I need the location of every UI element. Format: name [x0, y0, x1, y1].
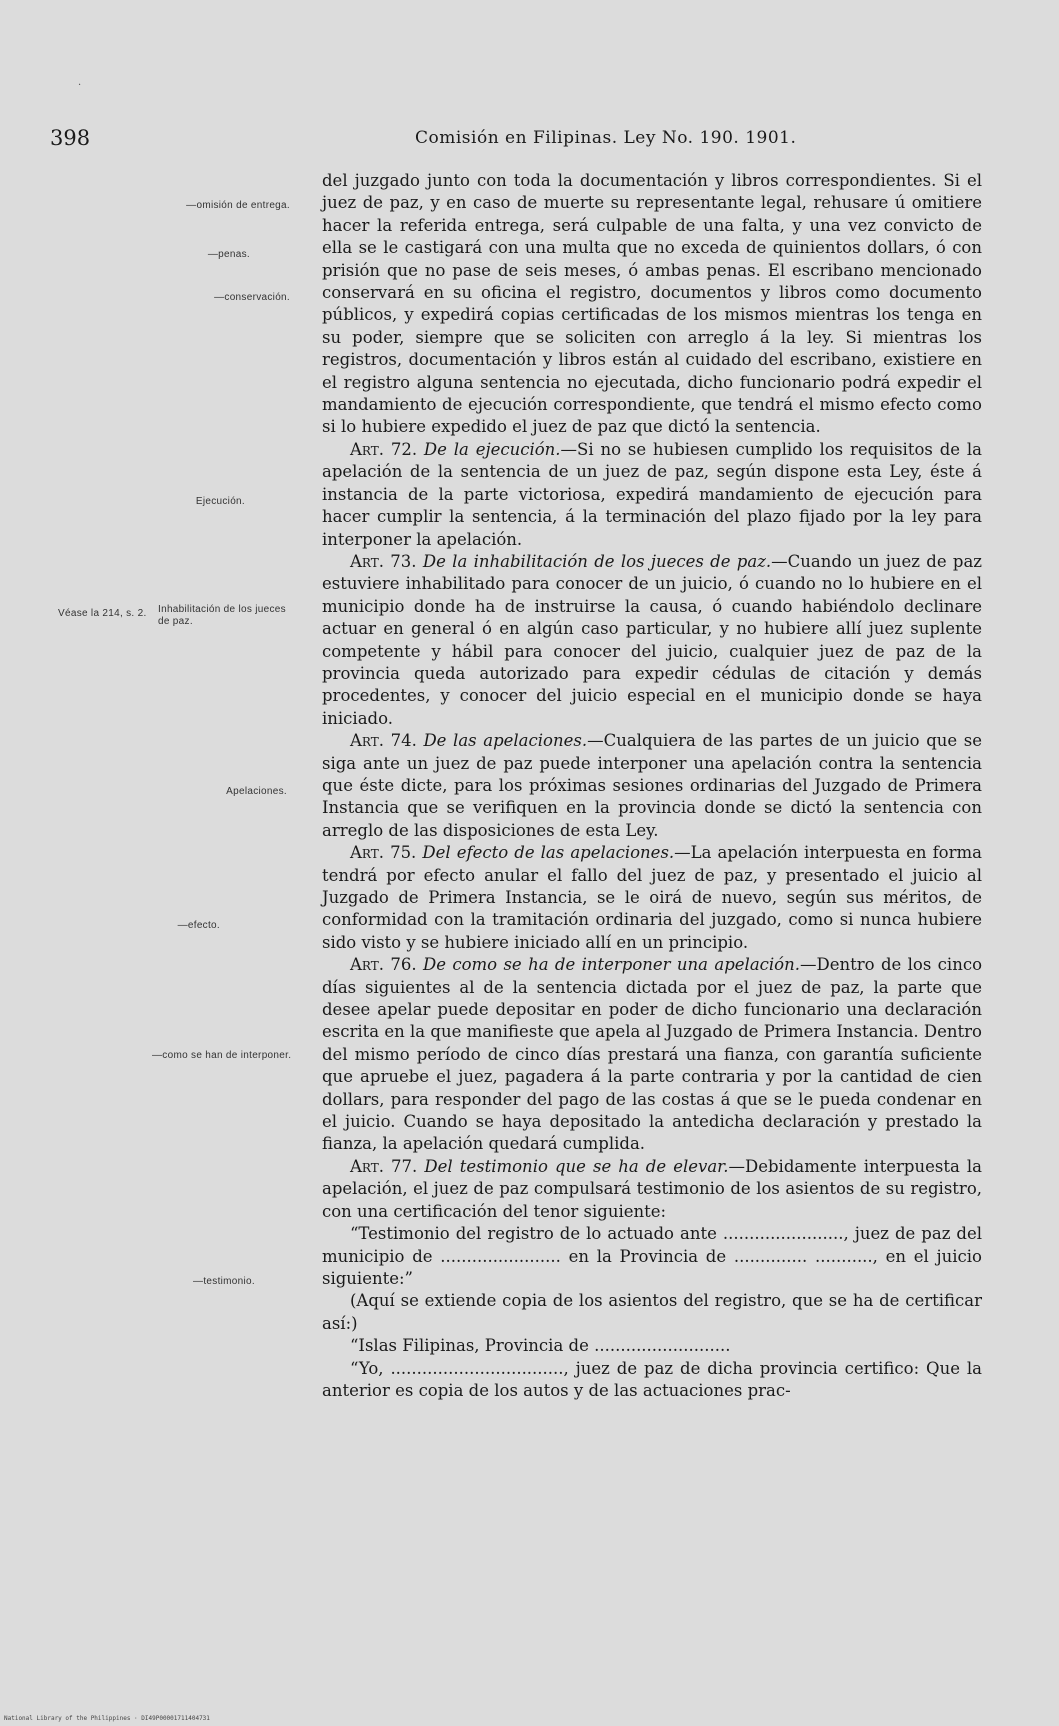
article-75-title: Del efecto de las apelaciones.: [422, 843, 675, 863]
margin-note-omision: —omisión de entrega.: [186, 200, 290, 211]
article-76-number: Art. 76.: [350, 955, 417, 975]
page-header: [50, 126, 884, 154]
article-73-body: —Cuando un juez de paz estuviere inhabilitado para conocer de un juicio, ó cuando no lo hubiere en el municipio donde ha de instruirse la causa, ó cuando habiéndolo declinare actuar en general ó en algún caso particular, y no hubiere allí juez suplente competente y hábil para conocer del juicio, cualquier juez de paz de la provincia queda autorizado para expedir cédulas de citación y demás procedentes, y conocer del juicio especial en el municipio donde se haya iniciado.: [322, 551, 982, 728]
article-73-title: De la inhabilitación de los jueces de paz.: [422, 551, 772, 571]
running-title: Comisión en Filipinas. Ley No. 190. 1901.: [415, 128, 797, 148]
margin-note-ejecucion: Ejecución.: [195, 496, 245, 507]
article-75: [322, 842, 982, 954]
margin-note-vease: Véase la 214, s. 2.: [58, 608, 147, 619]
form-province-line: “Islas Filipinas, Provincia de ..........................: [350, 1336, 731, 1356]
margin-note-conservacion: —conservación.: [214, 292, 290, 303]
article-72: [322, 439, 982, 551]
form-certification: “Yo, ................................., juez de paz de dicha provincia certifico: Que la anterior es copia de los autos y de las actuaciones prac-: [322, 1358, 982, 1400]
article-77-title: Del testimonio que se ha de elevar.: [424, 1156, 729, 1176]
article-77: [322, 1156, 982, 1223]
article-74-body: —Cualquiera de las partes de un juicio que se siga ante un juez de paz puede interponer una apelación contra la sentencia que éste dicte, para los próximas sesiones ordinarias del Juzgado de Primera Instancia que se verifiquen en la provincia donde se dictó la sentencia con arreglo de las disposiciones de esta Ley.: [322, 731, 983, 840]
margin-note-como: —como se han de interponer.: [152, 1050, 292, 1061]
article-72-body: —Si no se hubiesen cumplido los requisitos de la apelación de la sentencia de un juez de paz, según dispone esta Ley, éste á instancia de la parte victoriosa, expedirá mandamiento de ejecución para hacer cumplir la sentencia, á la terminación del plazo fijado por la ley para interponer la apelación.: [322, 439, 982, 549]
margin-note-apelaciones: Apelaciones.: [226, 786, 287, 797]
form-instruction: (Aquí se extiende copia de los asientos del registro, que se ha de certificar así:): [322, 1291, 982, 1333]
article-77-number: Art. 77.: [350, 1156, 418, 1176]
article-76-title: De como se ha de interponer una apelación.: [422, 955, 800, 975]
margin-note-testimonio: —testimonio.: [193, 1276, 255, 1287]
article-76: [322, 954, 982, 1156]
article-75-body: —La apelación interpuesta en forma tendrá por efecto anular el fallo del juez de paz, y presentado el juicio al Juzgado de Primera Instancia, se le oirá de nuevo, según sus méritos, de conformidad con la tramitación ordinaria del juzgado, como si nunca hubiere sido visto y se hubiere iniciado allí en un principio.: [322, 843, 982, 952]
body-text: [322, 170, 982, 1402]
form-heading: “Testimonio del registro de lo actuado ante ......................., juez de paz del municipio de ....................... en la Provincia de .............. ..........., en el juicio siguiente:”: [322, 1224, 982, 1288]
page-number: 398: [50, 126, 91, 150]
article-73: [322, 551, 982, 730]
article-76-body: —Dentro de los cinco días siguientes al de la sentencia dictada por el juez de paz, la parte que desee apelar puede depositar en poder de dicho funcionario una declaración escrita en la que manifieste que apela al Juzgado de Primera Instancia. Dentro del mismo período de cinco días prestará una fianza, con garantía suficiente que apruebe el juez, pagadera á la parte contraria y por la cantidad de cien dollars, para responder del pago de las costas á que se le pueda condenar en el juicio. Cuando se haya depositado la antedicha declaración y prestado la fianza, la apelación quedará cumplida.: [322, 955, 983, 1154]
margin-note-inhabilitacion: Inhabilitación de los jueces de paz.: [158, 604, 286, 627]
paragraph-continuation: del juzgado junto con toda la documentación y libros correspondientes. Si el juez de paz, y en caso de muerte su representante legal, rehusare ú omitiere hacer la referida entrega, será culpable de una falta, y una vez convicto de ella se le castigará con una multa que no exceda de quinientos dollars, ó con prisión que no pase de seis meses, ó ambas penas. El escribano mencionado conservará en su oficina el registro, documentos y libros como documento públicos, y expedirá copias certificadas de los mismos mientras los tenga en su poder, siempre que se soliciten con arreglo á la ley. Si mientras los registros, documentación y libros están al cuidado del escribano, existiere en el registro alguna sentencia no ejecutada, dicho funcionario podrá expedir el mandamiento de ejecución correspondiente, que tendrá el mismo efecto como si lo hubiere expedido el juez de paz que dictó la sentencia.: [322, 171, 982, 437]
scan-speck: ·: [78, 80, 82, 91]
margin-note-penas: —penas.: [207, 249, 250, 260]
article-74: [322, 730, 982, 842]
article-72-title: De la ejecución.: [423, 439, 561, 459]
margin-note-efecto: —efecto.: [177, 920, 220, 931]
article-72-number: Art. 72.: [350, 439, 418, 459]
article-74-number: Art. 74.: [350, 731, 417, 751]
article-77-body: —Debidamente interpuesta la apelación, el juez de paz compulsará testimonio de los asientos de su registro, con una certificación del tenor siguiente:: [322, 1156, 982, 1221]
scan-footer: National Library of the Philippines · DI49P00001711404731: [4, 1715, 210, 1722]
article-75-number: Art. 75.: [350, 843, 417, 863]
article-73-number: Art. 73.: [350, 551, 417, 571]
article-74-title: De las apelaciones.: [423, 731, 588, 751]
